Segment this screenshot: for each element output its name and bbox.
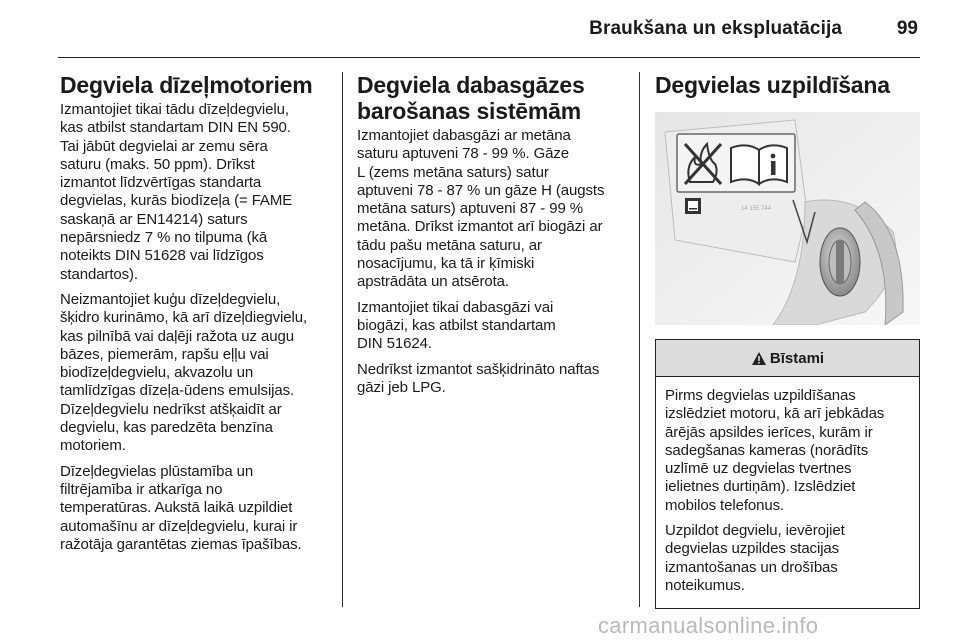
- page-number: 99: [896, 18, 918, 39]
- paragraph: Uzpildot degvielu, ievērojiet degvielas uzpildes stacijas izmantošanas un drošības noteikumus.: [665, 522, 845, 594]
- paragraph: Izmantojiet tikai dabasgāzi vai biogāzi, kas atbilst standartam DIN 51624.: [357, 298, 556, 353]
- column-divider-2: [639, 72, 640, 607]
- warning-body: [656, 377, 919, 608]
- paragraph: Nedrīkst izmantot sašķidrināto naftas gāzi jeb LPG.: [357, 360, 600, 396]
- natural-gas-fuel-section: [357, 72, 629, 404]
- gm-logo-icon: [685, 198, 701, 214]
- paragraph: Dīzeļdegvielas plūstamība un filtrējamība ir atkarīga no temperatūras. Aukstā laikā uzpildiet automašīnu ar dīzeļdegvielu, kurai ir ražotāja garantētas ziemas īpašības.: [60, 462, 302, 553]
- danger-warning-box: [655, 339, 920, 609]
- manual-book-info-icon: [731, 145, 787, 184]
- section-heading: Degvielas uzpildīšana: [655, 72, 890, 98]
- label-code: 14 155 744: [741, 206, 772, 212]
- watermark: carmanualsonline.info: [598, 613, 819, 638]
- fuel-filler-flap-illustration: [655, 112, 920, 325]
- section-heading: Degviela dīzeļmotoriem: [60, 72, 313, 98]
- warning-title: Bīstami: [769, 349, 825, 367]
- diesel-fuel-section: [60, 72, 332, 561]
- section-heading: Degviela dabasgāzes barošanas sistēmām: [357, 72, 585, 124]
- fuel-cap-icon: [820, 228, 860, 296]
- column-divider-1: [342, 72, 343, 607]
- page-header-title: Braukšana un ekspluatācija: [589, 18, 842, 39]
- warning-header: [656, 340, 919, 377]
- paragraph: Pirms degvielas uzpildīšanas izslēdziet motoru, kā arī jebkādas ārējās apsildes ierīces, kurām ir sadegšanas kameras (norādīts uzlīmē uz degvielas tvertnes ielietnes durtiņām). Izslēdziet mobilos telefonus.: [665, 387, 885, 514]
- warning-triangle-icon: [751, 351, 767, 366]
- header-divider: [58, 57, 920, 58]
- paragraph: Izmantojiet dabasgāzi ar metāna saturu aptuveni 78 - 99 %. Gāze L (zems metāna saturs) satur aptuveni 78 - 87 % un gāze H (augsts metāna saturs) aptuveni 87 - 99 % metāna. Drīkst izmantot arī biogāzi ar tādu pašu metāna saturu, ar nosacījumu, ka tā ir ķīmiski apstrādāta un atsērota.: [357, 127, 605, 291]
- refuelling-section: [655, 72, 920, 609]
- paragraph: Izmantojiet tikai tādu dīzeļdegvielu, kas atbilst standartam DIN EN 590. Tai jābūt degvielai ar zemu sēra saturu (maks. 50 ppm). Drīkst izmantot līdzvērtīgas standarta degvielas, kurās biodīzeļa (= FAME saskaņā ar EN14214) saturs nepārsniedz 7 % no tilpuma (kā noteikts DIN 51628 vai līdzīgos standartos).: [60, 101, 293, 283]
- paragraph: Neizmantojiet kuģu dīzeļdegvielu, šķidro kurināmo, kā arī dīzeļdiegvielu, kas pilnībā vai daļēji ražota uz augu bāzes, piemerām, rapšu eļļu vai biodīzeļdegvielu, akvazolu un tamlīdzīgas dīzeļa-ūdens emulsijas. Dīzeļdegvielu nedrīkst atšķaidīt ar degvielu, kas paredzēta benzīna motoriem.: [60, 290, 308, 455]
